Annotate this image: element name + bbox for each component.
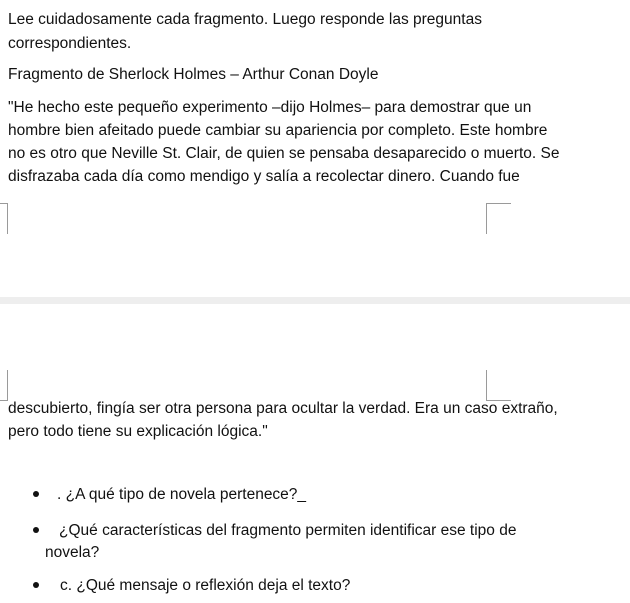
- quote-line: hombre bien afeitado puede cambiar su apariencia por completo. Este hombre: [8, 122, 548, 139]
- fragment-title: Fragmento de Sherlock Holmes – Arthur Conan Doyle: [8, 66, 379, 83]
- page-corner-mark: [0, 203, 8, 234]
- question-item-continued: novela?: [45, 544, 100, 561]
- question-item: ¿Qué características del fragmento permiten identificar ese tipo de: [59, 522, 517, 539]
- quote-line: descubierto, fingía ser otra persona para ocultar la verdad. Era un caso extraño,: [8, 400, 558, 417]
- question-item: c. ¿Qué mensaje o reflexión deja el texto?: [60, 577, 351, 594]
- instructions-line: Lee cuidadosamente cada fragmento. Luego responde las preguntas: [8, 11, 482, 28]
- page-break-gap: [0, 297, 630, 304]
- bullet-icon: [33, 491, 39, 497]
- quote-line: no es otro que Neville St. Clair, de quien se pensaba desaparecido o muerto. Se: [8, 145, 560, 162]
- quote-line: "He hecho este pequeño experimento –dijo Holmes– para demostrar que un: [8, 99, 532, 116]
- bullet-icon: [33, 527, 39, 533]
- question-item: . ¿A qué tipo de novela pertenece?_: [57, 486, 307, 503]
- bullet-icon: [33, 582, 39, 588]
- instructions-line: correspondientes.: [8, 35, 132, 52]
- page-corner-mark: [486, 203, 511, 234]
- page-corner-mark: [0, 370, 8, 401]
- page-corner-mark: [486, 370, 511, 401]
- quote-line: pero todo tiene su explicación lógica.": [8, 423, 268, 440]
- quote-line: disfrazaba cada día como mendigo y salía a recolectar dinero. Cuando fue: [8, 168, 520, 185]
